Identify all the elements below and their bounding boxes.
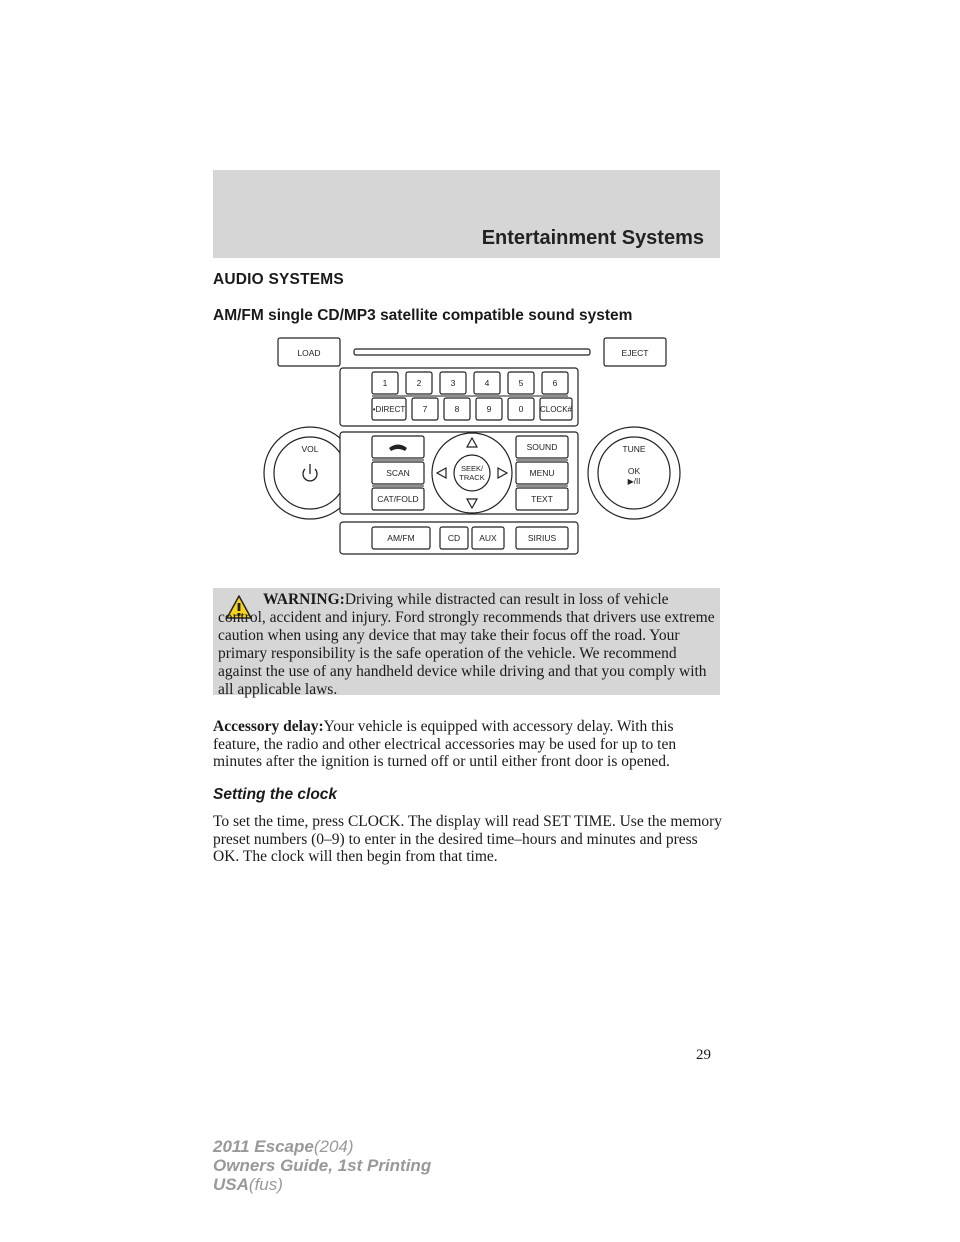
- seek-label: SEEK/: [460, 464, 484, 473]
- footer-market: USA: [213, 1175, 249, 1194]
- setting-clock-heading: Setting the clock: [213, 786, 338, 803]
- preset-9-label: 9: [486, 404, 492, 414]
- section-title: Entertainment Systems: [481, 227, 704, 249]
- preset-8-label: 8: [454, 404, 460, 414]
- preset-7-label: 7: [422, 404, 428, 414]
- aux-label: AUX: [479, 533, 497, 543]
- ok-label: OK: [627, 466, 641, 476]
- warning-text: [218, 591, 718, 699]
- preset-1-label: 1: [382, 378, 388, 388]
- clock-label: CLOCK#: [539, 405, 573, 414]
- page-number: 29: [696, 1047, 711, 1063]
- scan-label: SCAN: [386, 468, 410, 478]
- cd-label: CD: [447, 533, 461, 543]
- preset-0-label: 0: [518, 404, 524, 414]
- preset-4-label: 4: [484, 378, 490, 388]
- warning-label: WARNING:: [263, 591, 345, 608]
- tune-label: TUNE: [622, 444, 646, 454]
- cat-fold-label: CAT/FOLD: [377, 494, 419, 504]
- play-pause-label: ▶/II: [627, 477, 641, 486]
- sound-label: SOUND: [526, 442, 558, 452]
- track-label: TRACK: [459, 473, 485, 482]
- footer-market-code: (fus): [248, 1175, 283, 1194]
- direct-label: •DIRECT: [372, 405, 406, 414]
- heading-audio-systems: AUDIO SYSTEMS: [213, 271, 344, 288]
- radio-faceplate-illustration: [262, 336, 688, 558]
- setting-clock-paragraph: To set the time, press CLOCK. The display will read SET TIME. Use the memory preset numbers (0–9) to enter in the desired time–hours and minutes and press OK. The clock will then begin from that time.: [213, 813, 723, 865]
- preset-2-label: 2: [416, 378, 422, 388]
- accessory-delay-paragraph: [213, 718, 723, 771]
- sirius-label: SIRIUS: [527, 533, 557, 543]
- load-label: LOAD: [297, 348, 321, 358]
- accessory-delay-body: Your vehicle is equipped with accessory delay. With this feature, the radio and other electrical accessories may be used for up to ten minutes after the ignition is turned off or until either front door is opened.: [213, 718, 677, 770]
- footer-printing: Owners Guide, 1st Printing: [213, 1156, 432, 1175]
- footer-model: 2011 Escape: [213, 1137, 314, 1156]
- heading-sound-system: AM/FM single CD/MP3 satellite compatible sound system: [213, 307, 633, 324]
- amfm-label: AM/FM: [387, 533, 415, 543]
- warning-box: [213, 588, 720, 698]
- eject-label: EJECT: [621, 348, 649, 358]
- text-label: TEXT: [531, 494, 553, 504]
- warning-body: Driving while distracted can result in loss of vehicle control, accident and injury. Ford strongly recommends that drivers use extreme caution when using any device that may take their focus off the road. Your primary responsibility is the safe operation of the vehicle. We recommend against the use of any handheld device while driving and that you comply with all applicable laws.: [218, 591, 715, 698]
- accessory-delay-label: Accessory delay:: [213, 718, 324, 735]
- preset-6-label: 6: [552, 378, 558, 388]
- header-band: [213, 170, 720, 258]
- menu-label: MENU: [529, 468, 555, 478]
- footer-model-code: (204): [313, 1137, 354, 1156]
- preset-5-label: 5: [518, 378, 524, 388]
- vol-label: VOL: [301, 444, 319, 454]
- cd-slot: [354, 349, 590, 355]
- footer: [213, 1137, 431, 1194]
- preset-3-label: 3: [450, 378, 456, 388]
